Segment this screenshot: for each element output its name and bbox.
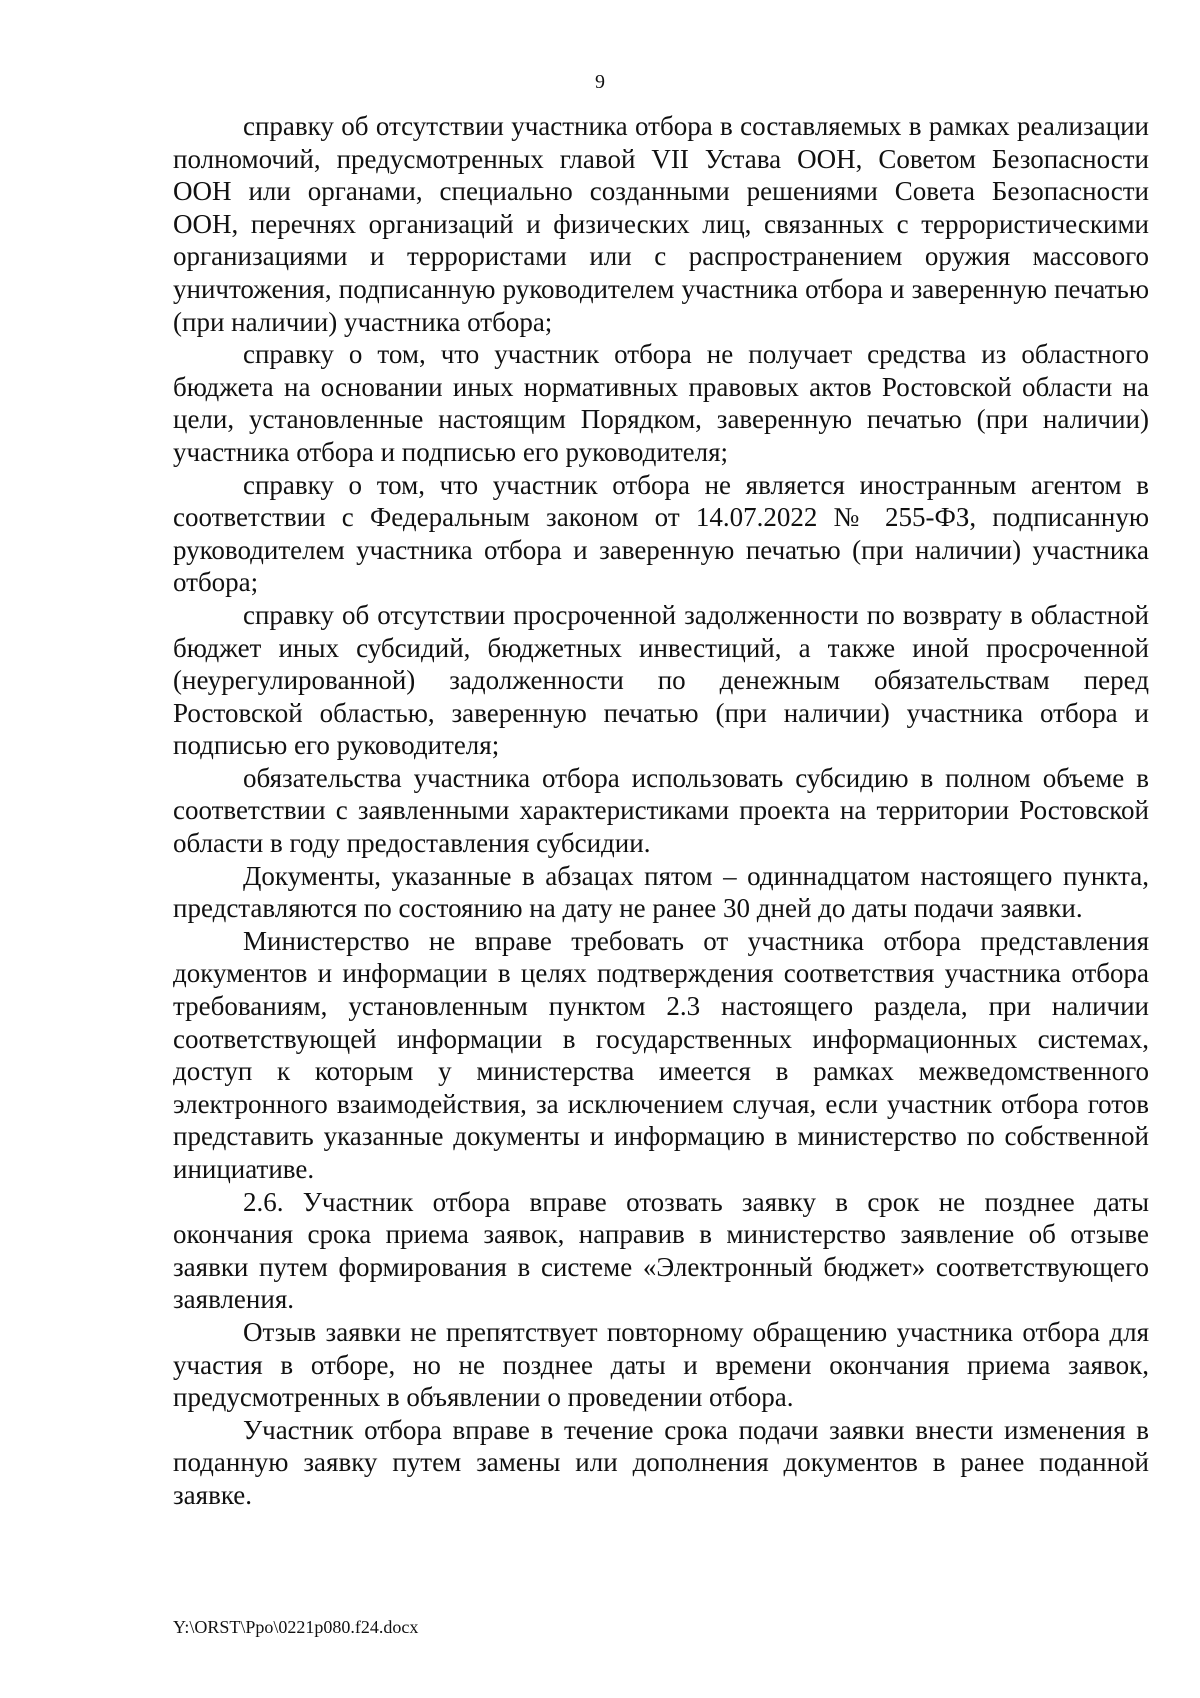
paragraph-7: Министерство не вправе требовать от участника отбора представления документов и информации в целях подтверждения соответствия участника отбора требованиям, установленным пунктом 2.3 настоящего раздела, при наличии соответствующей информации в государственных информационных системах, доступ к которым у министерства имеется в рамках межведомственного электронного взаимодействия, за исключением случая, если участник отбора готов представить указанные документы и информацию в министерство по собственной инициативе. <box>173 925 1149 1184</box>
footer-file-path: Y:\ORST\Ppo\0221p080.f24.docx <box>173 1617 419 1637</box>
paragraph-9: Отзыв заявки не препятствует повторному обращению участника отбора для участия в отборе, но не позднее даты и времени окончания приема заявок, предусмотренных в объявлении о проведении отбора. <box>173 1316 1149 1413</box>
document-body <box>173 110 1149 1512</box>
paragraph-3: справку о том, что участник отбора не является иностранным агентом в соответствии с Федеральным законом от 14.07.2022 № 255-ФЗ, подписанную руководителем участника отбора и заверенную печатью (при наличии) участника отбора; <box>173 469 1149 598</box>
page-number: 9 <box>595 71 605 93</box>
paragraph-5: обязательства участника отбора использовать субсидию в полном объеме в соответствии с заявленными характеристиками проекта на территории Ростовской области в году предоставления субсидии. <box>173 762 1149 859</box>
paragraph-1: справку об отсутствии участника отбора в составляемых в рамках реализации полномочий, предусмотренных главой VII Устава ООН, Советом Безопасности ООН или органами, специально созданными решениями Совета Безопасности ООН, перечнях организаций и физических лиц, связанных с террористическими организациями и террористами или с распространением оружия массового уничтожения, подписанную руководителем участника отбора и заверенную печатью (при наличии) участника отбора; <box>173 111 1149 337</box>
paragraph-2: справку о том, что участник отбора не получает средства из областного бюджета на основании иных нормативных правовых актов Ростовской области на цели, установленные настоящим Порядком, заверенную печатью (при наличии) участника отбора и подписью его руководителя; <box>173 339 1149 467</box>
paragraph-10: Участник отбора вправе в течение срока подачи заявки внести изменения в поданную заявку путем замены или дополнения документов в ранее поданной заявке. <box>173 1414 1149 1510</box>
paragraph-6: Документы, указанные в абзацах пятом – одиннадцатом настоящего пункта, представляются по состоянию на дату не ранее 30 дней до даты подачи заявки. <box>173 860 1149 924</box>
paragraph-4: справку об отсутствии просроченной задолженности по возврату в областной бюджет иных субсидий, бюджетных инвестиций, а также иной просроченной (неурегулированной) задолженности по денежным обязательствам перед Ростовской областью, заверенную печатью (при наличии) участника отбора и подписью его руководителя; <box>173 599 1149 761</box>
paragraph-8: 2.6. Участник отбора вправе отозвать заявку в срок не позднее даты окончания срока приема заявок, направив в министерство заявление об отзыве заявки путем формирования в системе «Электронный бюджет» соответствующего заявления. <box>173 1186 1149 1315</box>
